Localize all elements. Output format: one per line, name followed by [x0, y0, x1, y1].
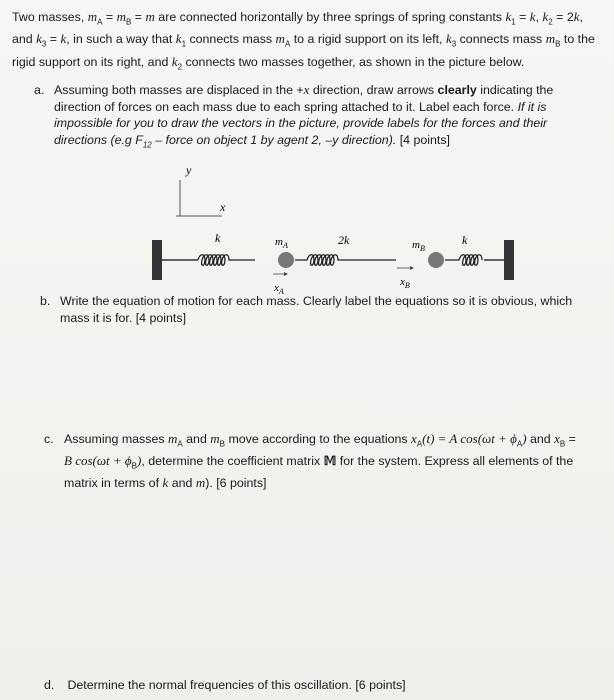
question-c-label: c. [44, 432, 54, 446]
coordinate-axes [176, 163, 226, 216]
spring-right [445, 255, 482, 266]
question-b-label: b. [40, 294, 51, 308]
question-b [40, 293, 602, 326]
question-a [34, 82, 602, 153]
mass-b-label: $m_B$ [412, 239, 425, 253]
question-c-text: Assuming masses $m_A$ and $m_B$ move according to the equations $x_A(t) = A$ $\cos(\omega t + \phi_A)$ and $x_B$ = B $\cos(\omega t + \phi_B)$, determine the coefficient matrix 𝕄 for the system. Express all elements of the matrix in terms of k and m). [6 points] [64, 431, 576, 490]
x-axis-label: x [220, 200, 226, 214]
question-a-label: a. [34, 83, 45, 97]
question-b-text: Write the equation of motion for each mass. Clearly label the equations so it is obvious, which mass it is for. [4 points] [60, 294, 573, 325]
displacement-b-label: $x_B$ [400, 276, 410, 290]
y-axis-label: y [186, 163, 192, 177]
spring-right-label: k [462, 233, 468, 247]
question-c [44, 431, 602, 491]
spring-left [198, 255, 255, 266]
spring-mass-diagram [140, 160, 520, 295]
spring-left-label: k [215, 231, 221, 245]
displacement-a [273, 272, 288, 295]
mass-b [428, 252, 444, 268]
question-d-text: Determine the normal frequencies of this oscillation. [6 points] [67, 678, 406, 692]
spring-middle-label: 2k [338, 233, 350, 247]
left-wall [152, 240, 162, 280]
spring-middle [295, 255, 396, 266]
displacement-a-label: $x_A$ [274, 282, 284, 295]
question-d [44, 677, 602, 694]
mass-a [278, 252, 294, 268]
question-a-text: Assuming both masses are displaced in the +x direction, draw arrows clearly indicating the direction of forces on each mass due to each spring attached to it. Label each force. If it is impossible for you to draw the vectors in the picture, provide labels for the forces and their directions (e.g $F_{12}$ – force on object 1 by agent 2, –y direction). [4 points] [54, 82, 554, 149]
question-d-label: d. [44, 678, 55, 692]
problem-intro: Two masses, $m_A = m_B = m$ are connected horizontally by three springs of spring constants $k_1 = k$, $k_2 = 2k$, and $k_3 = k$, in such a way that $k_1$ connects mass $m_A$ to a rigid support on its left, $k_3$ connects mass $m_B$ to the rigid support on its right, and $k_2$ connects two masses together, as shown in the picture below. [12, 9, 595, 72]
displacement-b [397, 266, 414, 290]
mass-a-label: $m_A$ [275, 236, 288, 250]
right-wall [504, 240, 514, 280]
